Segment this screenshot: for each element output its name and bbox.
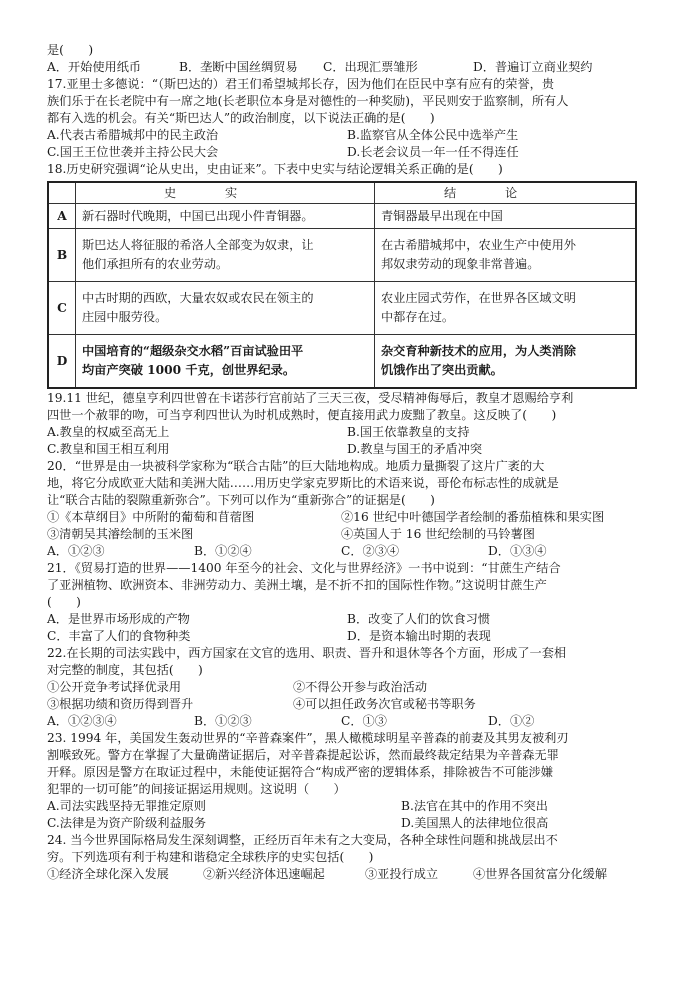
q18-row-fact-line: 斯巴达人将征服的希洛人全部变为奴隶，让 [82, 238, 314, 252]
q19-stem-line: 四世一个赦罪的吻，可当亨利四世认为时机成熟时，便直接用武力废黜了教皇。这反映了( ) [47, 408, 557, 422]
q18-row-conclusion [375, 335, 637, 389]
q17-stem-line: 17.亚里士多德说：“（斯巴达的）君王们希望城邦长存，因为他们在臣民中享有应有的荣誉，贵 [47, 77, 555, 91]
q20-option-c[interactable]: C．②③④ [341, 544, 400, 558]
q18-row-key[interactable]: C [48, 282, 76, 335]
q20-item-3: ③清朝吴其濬绘制的玉米图 [47, 527, 194, 541]
q19-options-row2 [47, 441, 647, 458]
q23-option-c[interactable]: C.法律是为资产阶级利益服务 [47, 816, 207, 830]
q18-row-fact-line: 中国培育的“超级杂交水稻”百亩试验田平 [82, 344, 304, 358]
q24-item-1: ①经济全球化深入发展 [47, 867, 169, 881]
q23-options-row2 [47, 815, 647, 832]
q18-row-fact [76, 204, 375, 229]
q23-option-d[interactable]: D.美国黑人的法律地位很高 [401, 816, 549, 830]
q20-items-row2 [47, 526, 647, 543]
q17-option-c[interactable]: C.国王王位世袭并主持公民大会 [47, 145, 219, 159]
q23-options-row1 [47, 798, 647, 815]
q21-stem-line: 21．《贸易打造的世界——1400 年至今的社会、文化与世界经济》一书中说到：“甘蔗生产结合 [47, 561, 561, 575]
q18-row-key[interactable]: A [48, 204, 76, 229]
q18-row-fact-line: 新石器时代晚期，中国已出现小件青铜器。 [82, 208, 314, 223]
q17-stem-line: 族们乐于在长老院中有一席之地(长老职位本身是对德性的一种奖励)，平民则安于监察制，所有人 [47, 94, 569, 108]
q21-option-c[interactable]: C．丰富了人们的食物种类 [47, 629, 191, 643]
q16-option-c[interactable]: C．出现汇票雏形 [323, 60, 418, 74]
q21-option-a[interactable]: A．是世界市场形成的产物 [47, 612, 190, 626]
q18-stem: 18.历史研究强调“论从史出，史由证来”。下表中史实与结论逻辑关系正确的是( ) [47, 162, 503, 176]
q18-row-fact-line: 均亩产突破 1000 千克，创世界纪录。 [82, 363, 296, 377]
q23-stem-line: 23. 1994 年，美国发生轰动世界的“辛普森案件”，黑人橄榄球明星辛普森的前妻及其男友被利刃 [47, 731, 569, 745]
q17-stem-line: 都有入选的机会。有关“斯巴达人”的政治制度，以下说法正确的是( ) [47, 111, 435, 125]
q18-row-conclusion-line: 农业庄园式劳作，在世界各区域文明 [381, 291, 576, 305]
q18-row-conclusion-line: 中都存在过。 [381, 310, 455, 324]
table-row [48, 282, 636, 335]
q18-row-conclusion-line: 杂交育种新技术的应用，为人类消除 [381, 344, 576, 358]
q18-row-conclusion-line: 在古希腊城邦中，农业生产中使用外 [381, 238, 576, 252]
q18-row-conclusion-line: 邦奴隶劳动的现象非常普遍。 [381, 257, 540, 271]
q18-table-header [48, 182, 636, 204]
q22-option-b[interactable]: B．①②③ [194, 714, 252, 728]
q19-option-d[interactable]: D.教皇与国王的矛盾冲突 [347, 442, 483, 456]
q24-stem-line: 穷。下列选项有利于构建和谐稳定全球秩序的史实包括( ) [47, 850, 374, 864]
q20-item-4: ④英国人于 16 世纪绘制的马铃薯图 [341, 527, 535, 541]
q19-options-row1 [47, 424, 647, 441]
q20-option-a[interactable]: A．①②③ [47, 544, 105, 558]
q16-option-d[interactable]: D．普遍订立商业契约 [473, 60, 593, 74]
exam-page [47, 42, 647, 883]
q21-stem-line: ( ) [47, 595, 81, 609]
q18-row-fact [76, 282, 375, 335]
q20-option-d[interactable]: D．①③④ [488, 544, 547, 558]
q20-item-2: ②16 世纪中叶德国学者绘制的番茄植株和果实图 [341, 510, 605, 524]
q20-options [47, 543, 647, 560]
q18-row-fact [76, 229, 375, 282]
q16-options [47, 59, 647, 76]
q23-stem-line: 开释。原因是警方在取证过程中，未能使证据符合“构成严密的逻辑体系，排除被告不可能涉嫌 [47, 765, 553, 779]
q24-items [47, 866, 647, 883]
q23-stem-line: 割喉致死。警方在掌握了大量确凿证据后，对辛普森提起讼诉，然而最终裁定结果为辛普森无罪 [47, 748, 559, 762]
q24-item-4: ④世界各国贫富分化缓解 [473, 867, 608, 881]
q20-stem-line: 地，将它分成欧亚大陆和美洲大陆……用历史学家克罗斯比的术语来说，哥伦布标志性的成就是 [47, 476, 559, 490]
q18-row-fact-line: 庄园中服劳役。 [82, 310, 168, 324]
q20-item-1: ①《本草纲目》中所附的葡萄和苜蓿图 [47, 510, 255, 524]
q17-options-row1 [47, 127, 647, 144]
q21-options-row2 [47, 628, 647, 645]
q22-option-a[interactable]: A．①②③④ [47, 714, 117, 728]
q22-item-1: ①公开竞争考试择优录用 [47, 680, 182, 694]
q18-header-key [48, 182, 76, 204]
q23-stem-line: 犯罪的一切可能”的间接证据运用规则。这说明（ ） [47, 782, 346, 796]
q21-options-row1 [47, 611, 647, 628]
q21-option-b[interactable]: B．改变了人们的饮食习惯 [347, 612, 491, 626]
q18-row-conclusion [375, 229, 637, 282]
q19-stem-line: 19.11 世纪，德皇亨利四世曾在卡诺莎行宫前站了三天三夜，受尽精神侮辱后，教皇才恩赐给亨利 [47, 391, 574, 405]
q16-option-a[interactable]: A．开始使用纸币 [47, 60, 142, 74]
q20-stem-line: 让“联合古陆的裂隙重新弥合”。下列可以作为“重新弥合”的证据是( ) [47, 493, 435, 507]
q18-row-fact-line: 中古时期的西欧，大量农奴或农民在领主的 [82, 291, 314, 305]
q23-option-a[interactable]: A.司法实践坚持无罪推定原则 [47, 799, 206, 813]
q22-item-4: ④可以担任政务次官或秘书等职务 [293, 697, 476, 711]
q17-option-a[interactable]: A.代表古希腊城邦中的民主政治 [47, 128, 219, 142]
table-row [48, 335, 636, 389]
table-row [48, 204, 636, 229]
q22-option-c[interactable]: C．①③ [341, 714, 387, 728]
q24-item-2: ②新兴经济体迅速崛起 [203, 867, 325, 881]
q18-row-conclusion [375, 204, 637, 229]
q17-options-row2 [47, 144, 647, 161]
q24-item-3: ③亚投行成立 [365, 867, 439, 881]
q20-option-b[interactable]: B．①②④ [194, 544, 252, 558]
q22-stem-line: 22.在长期的司法实践中，西方国家在文官的选用、职责、晋升和退休等各个方面，形成了一套相 [47, 646, 567, 660]
q22-option-d[interactable]: D．①② [488, 714, 535, 728]
q22-item-2: ②不得公开参与政治活动 [293, 680, 428, 694]
q23-option-b[interactable]: B.法官在其中的作用不突出 [401, 799, 548, 813]
q22-items-row1 [47, 679, 647, 696]
q21-stem-line: 了亚洲植物、欧洲资本、非洲劳动力、美洲土壤，是不折不扣的国际性作物。”这说明甘蔗生产 [47, 578, 547, 592]
q19-option-a[interactable]: A.教皇的权威至高无上 [47, 425, 170, 439]
q18-row-conclusion-line: 饥饿作出了突出贡献。 [381, 363, 503, 377]
q17-option-d[interactable]: D.长老会议员一年一任不得连任 [347, 145, 519, 159]
q18-row-fact-line: 他们承担所有的农业劳动。 [82, 257, 229, 271]
q21-option-d[interactable]: D．是资本输出时期的表现 [347, 629, 491, 643]
q18-row-key[interactable]: B [48, 229, 76, 282]
q20-stem-line: 20．“世界是由一块被科学家称为“联合古陆”的巨大陆地构成。地质力量撕裂了这片广袤的大 [47, 459, 545, 473]
q22-items-row2 [47, 696, 647, 713]
q18-header-fact: 史实 [76, 182, 375, 204]
q24-stem-line: 24. 当今世界国际格局发生深刻调整，正经历百年未有之大变局，各种全球性问题和挑战层出不 [47, 833, 558, 847]
q19-option-c[interactable]: C.教皇和国王相互利用 [47, 442, 170, 456]
q18-row-conclusion [375, 282, 637, 335]
q16-stem-tail: 是( ) [47, 43, 94, 57]
q22-item-3: ③根据功绩和资历得到晋升 [47, 697, 194, 711]
q18-row-fact [76, 335, 375, 389]
q16-option-b[interactable]: B．垄断中国丝绸贸易 [179, 60, 298, 74]
q22-stem-line: 对完整的制度，其包括( ) [47, 663, 203, 677]
q19-option-b[interactable]: B.国王依靠教皇的支持 [347, 425, 470, 439]
q22-options [47, 713, 647, 730]
q20-items-row1 [47, 509, 647, 526]
q18-row-conclusion-line: 青铜器最早出现在中国 [381, 208, 503, 223]
table-row [48, 229, 636, 282]
q18-table [47, 181, 637, 389]
q17-option-b[interactable]: B.监察官从全体公民中选举产生 [347, 128, 519, 142]
q18-row-key[interactable]: D [48, 335, 76, 389]
q18-header-conclusion: 结论 [375, 182, 637, 204]
